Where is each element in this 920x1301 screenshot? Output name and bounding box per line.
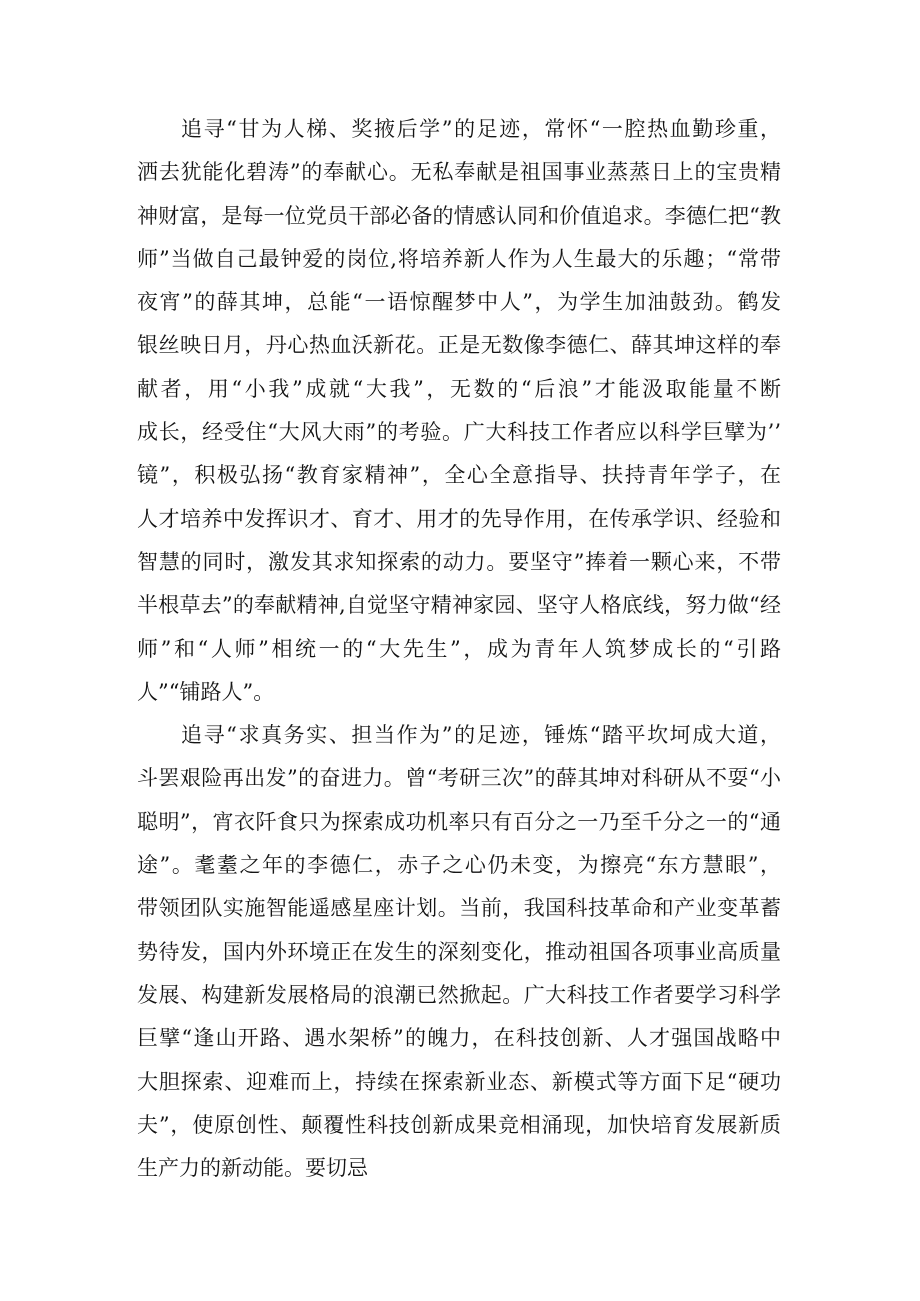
text-line: 银丝映日月，丹心热血沃新花。正是无数像李德仁、薛其坤这样的奉	[137, 333, 781, 358]
text-line: 聪明”，宵衣阡食只为探索成功机率只有百分之一乃至千分之一的“通	[137, 809, 781, 834]
text-line: 半根草去”的奉献精神,自觉坚守精神家园、坚守人格底线，努力做“经	[137, 593, 781, 618]
text-line: 洒去犹能化碧涛”的奉献心。无私奉献是祖国事业蒸蒸日上的宝贵精	[137, 160, 781, 185]
text-line: 斗罢艰险再出发”的奋进力。曾“考研三次”的薛其坤对科研从不耍“小	[137, 766, 781, 791]
document-body	[137, 108, 781, 1190]
text-line: 人才培养中发挥识才、育才、用才的先导作用，在传承学识、经验和	[137, 506, 781, 531]
text-line: 发展、构建新发展格局的浪潮已然掀起。广大科技工作者要学习科学	[137, 982, 781, 1007]
text-line: 人”“铺路人”。	[137, 679, 275, 704]
text-line: 镜”，积极弘扬“教育家精神”，全心全意指导、扶持青年学子，在	[137, 463, 781, 488]
text-line: 途”。耄耋之年的李德仁，赤子之心仍未变，为擦亮“东方慧眼”，	[137, 853, 781, 878]
text-line: 带领团队实施智能遥感星座计划。当前，我国科技革命和产业变革蓄	[137, 896, 781, 921]
text-line: 大胆探索、迎难而上，持续在探索新业态、新模式等方面下足“硬功	[137, 1069, 781, 1094]
text-line: 神财富，是每一位党员干部必备的情感认同和价值追求。李德仁把“教	[137, 203, 781, 228]
paragraph-2	[137, 714, 781, 1190]
text-line: 献者，用“小我”成就“大我”，无数的“后浪”才能汲取能量不断	[137, 376, 781, 401]
paragraph-1	[137, 108, 781, 714]
text-line: 夜宵”的薛其坤，总能“一语惊醒梦中人”，为学生加油鼓劲。鹤发	[137, 290, 781, 315]
text-line: 智慧的同时，激发其求知探索的动力。要坚守”捧着一颗心来，不带	[137, 549, 781, 574]
text-line: 成长，经受住“大风大雨”的考验。广大科技工作者应以科学巨擘为’’	[137, 420, 781, 445]
text-line: 巨擘“逢山开路、遇水架桥”的魄力，在科技创新、人才强国战略中	[137, 1026, 781, 1051]
text-line: 追寻“求真务实、担当作为”的足迹，锤炼“踏平坎坷成大道，	[181, 723, 781, 748]
text-line: 势待发，国内外环境正在发生的深刻变化，推动祖国各项事业高质量	[137, 939, 781, 964]
text-line: 师”当做自己最钟爱的岗位,将培养新人作为人生最大的乐趣；“常带	[137, 246, 781, 271]
text-line: 生产力的新动能。要切忌	[137, 1156, 368, 1181]
text-line: 夫”，使原创性、颠覆性科技创新成果竞相涌现，加快培育发展新质	[137, 1112, 781, 1137]
text-line: 追寻“甘为人梯、奖掖后学”的足迹，常怀“一腔热血勤珍重，	[181, 117, 781, 141]
text-line: 师”和“人师”相统一的“大先生”，成为青年人筑梦成长的“引路	[137, 636, 781, 661]
